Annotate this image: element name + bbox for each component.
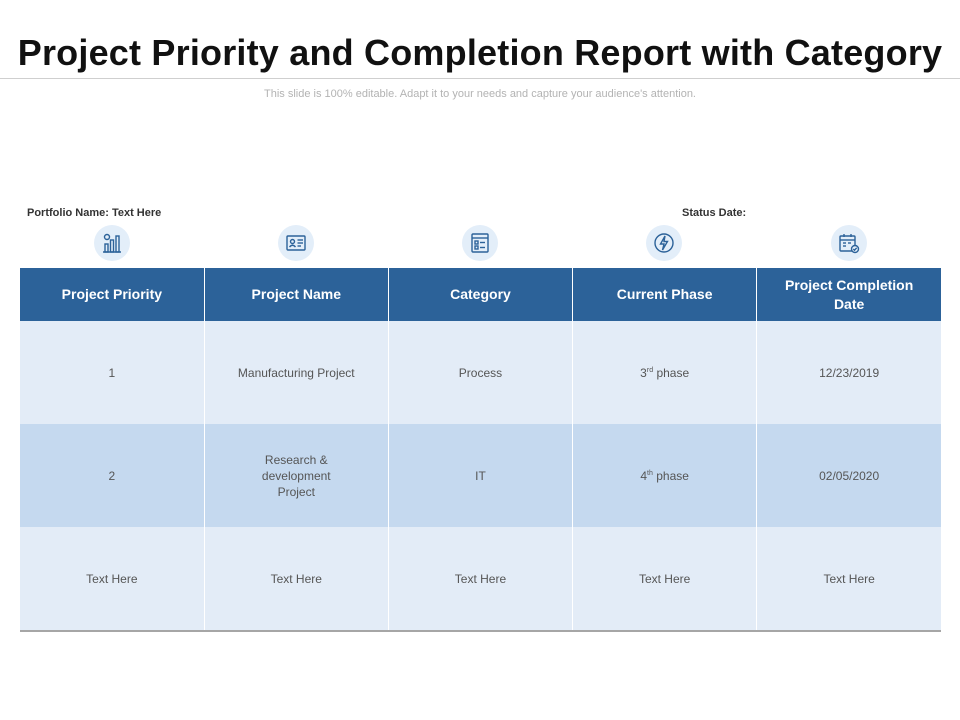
icon-slot-name xyxy=(204,222,388,264)
cell-phase: Text Here xyxy=(573,527,757,631)
cell-category: Process xyxy=(388,321,572,424)
cell-completion-date: 12/23/2019 xyxy=(757,321,941,424)
cell-category: IT xyxy=(388,424,572,527)
cell-project-name: Research & development Project xyxy=(204,424,388,527)
cell-priority: 1 xyxy=(20,321,204,424)
cell-phase xyxy=(573,321,757,424)
status-date-label: Status Date: xyxy=(682,207,747,219)
phase-number: 4 xyxy=(640,468,648,483)
table-row xyxy=(20,424,941,527)
cell-category: Text Here xyxy=(388,527,572,631)
phase-word: phase xyxy=(656,468,689,483)
phase-number: 3 xyxy=(640,365,647,380)
phase-suffix: rd xyxy=(646,366,654,374)
header-completion-date: Project Completion Date xyxy=(757,268,941,321)
cell-completion-date: Text Here xyxy=(757,527,941,631)
phase-suffix: th xyxy=(647,469,653,477)
cell-phase xyxy=(573,424,757,527)
priority-chart-icon xyxy=(94,225,130,261)
cell-project-name: Text Here xyxy=(204,527,388,631)
header-category: Category xyxy=(388,268,572,321)
cell-priority: Text Here xyxy=(20,527,204,631)
cell-completion-date: 02/05/2020 xyxy=(757,424,941,527)
header-project-name: Project Name xyxy=(204,268,388,321)
table-row xyxy=(20,527,941,631)
cell-project-name: Manufacturing Project xyxy=(204,321,388,424)
lightning-icon xyxy=(646,225,682,261)
phase-word: phase xyxy=(656,365,690,380)
portfolio-name-label: Portfolio Name: Text Here xyxy=(27,207,162,219)
id-card-icon xyxy=(278,225,314,261)
icon-slot-phase xyxy=(572,222,756,264)
page-title: Project Priority and Completion Report with Category xyxy=(17,32,943,73)
table-row xyxy=(20,321,941,424)
report-table xyxy=(20,268,941,632)
icon-slot-category xyxy=(388,222,572,264)
icon-slot-priority xyxy=(20,222,204,264)
document-list-icon xyxy=(462,225,498,261)
column-icons xyxy=(20,222,941,264)
icon-slot-date xyxy=(757,222,941,264)
calendar-check-icon xyxy=(831,225,867,261)
title-divider xyxy=(0,78,960,79)
header-current-phase: Current Phase xyxy=(573,268,757,321)
table-header-row xyxy=(20,268,941,321)
header-project-priority: Project Priority xyxy=(20,268,204,321)
cell-priority: 2 xyxy=(20,424,204,527)
page-subtitle: This slide is 100% editable. Adapt it to your needs and capture your audience's attention. xyxy=(264,88,696,100)
